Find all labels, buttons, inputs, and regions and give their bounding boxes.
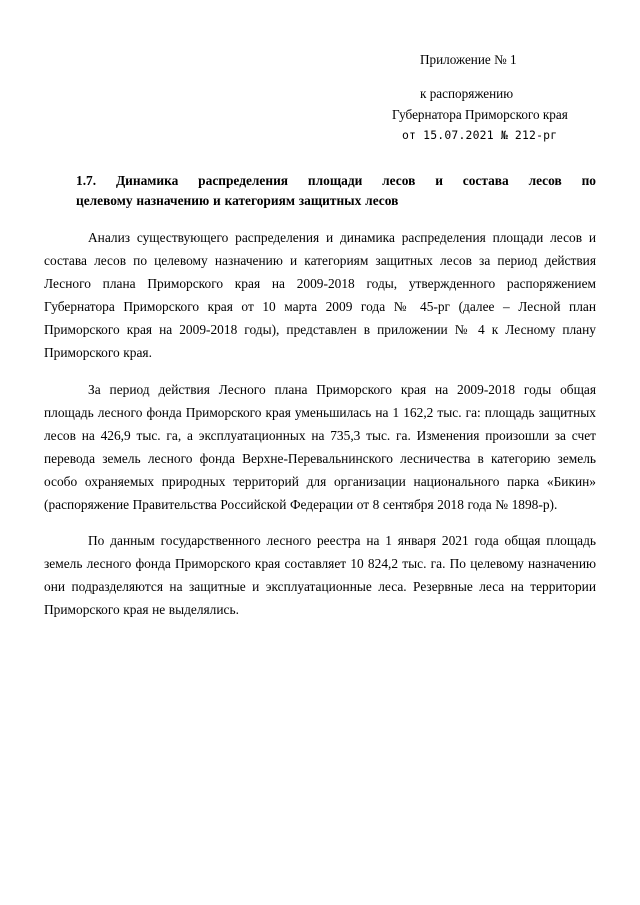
section-heading-line-2: целевому назначению и категориям защитных лесов	[76, 193, 399, 209]
paragraph-2: За период действия Лесного плана Приморского края на 2009-2018 годы общая площадь лесного фонда Приморского края уменьшилась на 1 162,2 тыс. га: площадь защитных лесов на 426,9 тыс. га, а эксплуатационных на 735,3 тыс. га. Изменения произошли за счет перевода земель лесного фонда Верхне-Перевальнинского лесничества в категорию земель особо охраняемых природных территорий для организации национального парка «Бикин» (распоряжение Правительства Российской Федерации от 8 сентября 2018 года № 1898-р).	[44, 381, 596, 512]
addressed-to-line: к распоряжению	[420, 86, 514, 102]
authority-line: Губернатора Приморского края	[392, 106, 568, 122]
document-header	[384, 50, 640, 145]
section-heading-line-1: 1.7. Динамика распределения площади лесов и состава лесов по	[76, 173, 596, 189]
decree-reference: от 15.07.2021 № 212-рг	[402, 128, 558, 143]
section-heading	[44, 171, 596, 211]
paragraph-3: По данным государственного лесного реестра на 1 января 2021 года общая площадь земель лесного фонда Приморского края составляет 10 824,2 тыс. га. По целевому назначению они подразделяются на защитные и эксплуатационные леса. Резервные леса на территории Приморского края не выделялись.	[44, 532, 596, 617]
appendix-number: Приложение № 1	[420, 52, 517, 67]
paragraph-1: Анализ существующего распределения и динамика распределения площади лесов и состава лесов по целевому назначению и категориям защитных лесов за период действия Лесного плана Приморского края на 2009-2018 годы, утвержденного распоряжением Губернатора Приморского края от 10 марта 2009 года № 45-рг (далее – Лесной план Приморского края на 2009-2018 годы), представлен в приложении № 4 к Лесному плану Приморского края.	[44, 230, 596, 361]
